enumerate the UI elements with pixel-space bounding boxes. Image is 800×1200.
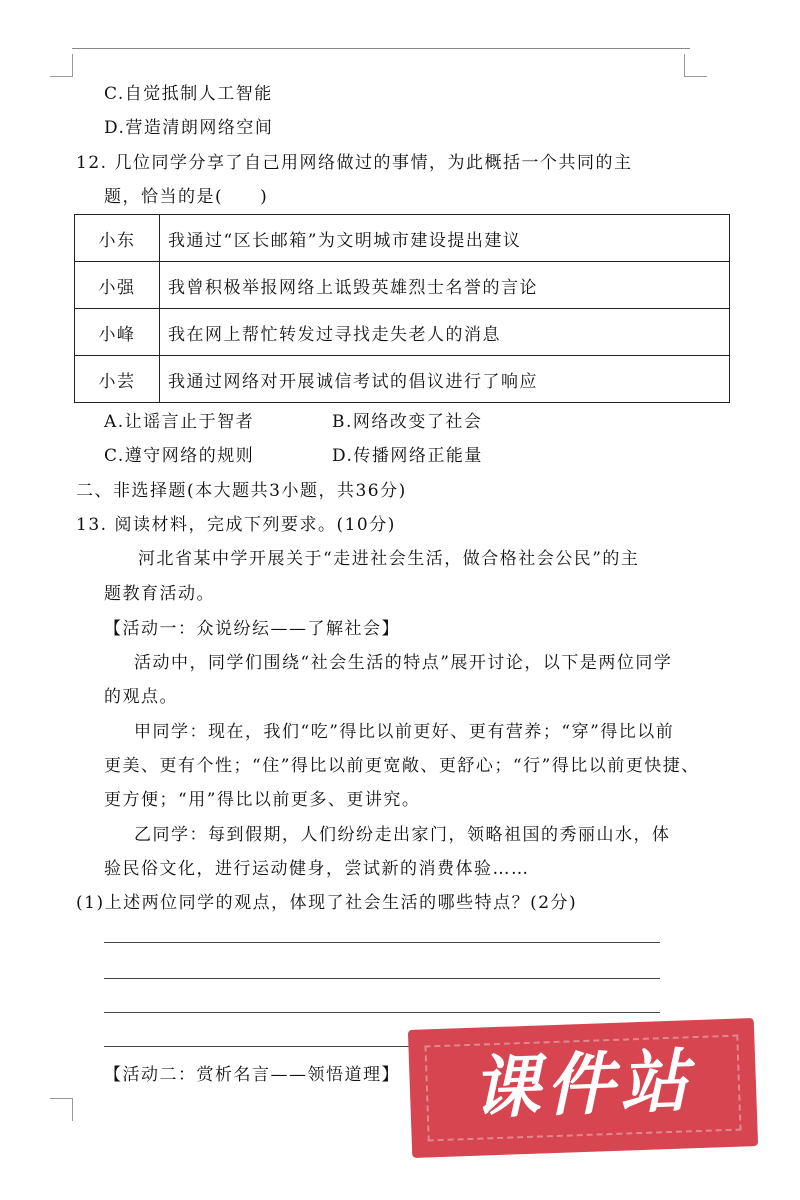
table-cell-name: 小峰 <box>75 309 160 356</box>
student-jia-text-cont: 更美、更有个性；“住”得比以前更宽敞、更舒心；“行”得比以前更快捷、 <box>104 756 700 776</box>
student-jia-text: 甲同学：现在，我们“吃”得比以前更好、更有营养；“穿”得比以前 <box>134 722 675 742</box>
watermark-text: 课件站 <box>470 1042 696 1129</box>
table-cell-desc: 我通过网络对开展诚信考试的倡议进行了响应 <box>160 356 730 403</box>
student-yi-text: 乙同学：每到假期，人们纷纷走出家门，领略祖国的秀丽山水，体 <box>134 825 671 845</box>
table-cell-desc: 我曾积极举报网络上诋毁英雄烈士名誉的言论 <box>160 262 730 309</box>
discussion-text: 活动中，同学们围绕“社会生活的特点”展开讨论，以下是两位同学 <box>134 653 673 673</box>
table-cell-desc: 我在网上帮忙转发过寻找走失老人的消息 <box>160 309 730 356</box>
q12-stem: 12. 几位同学分享了自己用网络做过的事情，为此概括一个共同的主 <box>76 153 633 173</box>
student-yi-text-cont: 验民俗文化，进行运动健身，尝试新的消费体验…… <box>104 859 530 879</box>
subquestion-1: (1)上述两位同学的观点，体现了社会生活的哪些特点？(2分) <box>76 893 578 913</box>
q11-option-c: C.自觉抵制人工智能 <box>104 84 273 104</box>
q13-intro: 河北省某中学开展关于“走进社会生活，做合格社会公民”的主 <box>138 549 640 569</box>
watermark-stamp <box>408 1018 758 1158</box>
answer-line[interactable] <box>104 1012 660 1013</box>
table-cell-desc: 我通过“区长邮箱”为文明城市建设提出建议 <box>160 215 730 262</box>
q12-option-c: C.遵守网络的规则 <box>104 446 255 466</box>
table-row <box>75 309 730 356</box>
discussion-text-cont: 的观点。 <box>104 687 178 707</box>
corner-mark-top-right <box>684 54 707 77</box>
answer-line[interactable] <box>104 978 660 979</box>
student-jia-text-end: 更方便；“用”得比以前更多、更讲究。 <box>104 790 421 810</box>
q12-option-b: B.网络改变了社会 <box>332 412 483 432</box>
table-cell-name: 小东 <box>75 215 160 262</box>
corner-mark-bottom-left <box>50 1098 73 1121</box>
table-row <box>75 215 730 262</box>
q11-option-d: D.营造清朗网络空间 <box>104 118 274 138</box>
q12-table <box>74 214 730 403</box>
header-rule <box>72 48 690 49</box>
q12-option-a: A.让谣言止于智者 <box>104 412 255 432</box>
activity2-heading: 【活动二：赏析名言——领悟道理】 <box>104 1065 400 1085</box>
q12-stem-cont: 题，恰当的是( ) <box>104 187 269 207</box>
table-cell-name: 小强 <box>75 262 160 309</box>
q12-option-d: D.传播网络正能量 <box>332 446 483 466</box>
q13-intro-cont: 题教育活动。 <box>104 584 215 604</box>
section-heading: 二、非选择题(本大题共3小题，共36分) <box>76 481 407 501</box>
answer-line[interactable] <box>104 942 660 943</box>
table-row <box>75 356 730 403</box>
corner-mark-top-left <box>50 54 73 77</box>
table-row <box>75 262 730 309</box>
table-cell-name: 小芸 <box>75 356 160 403</box>
q13-stem: 13. 阅读材料，完成下列要求。(10分) <box>76 515 396 535</box>
activity1-heading: 【活动一：众说纷纭——了解社会】 <box>104 619 400 639</box>
